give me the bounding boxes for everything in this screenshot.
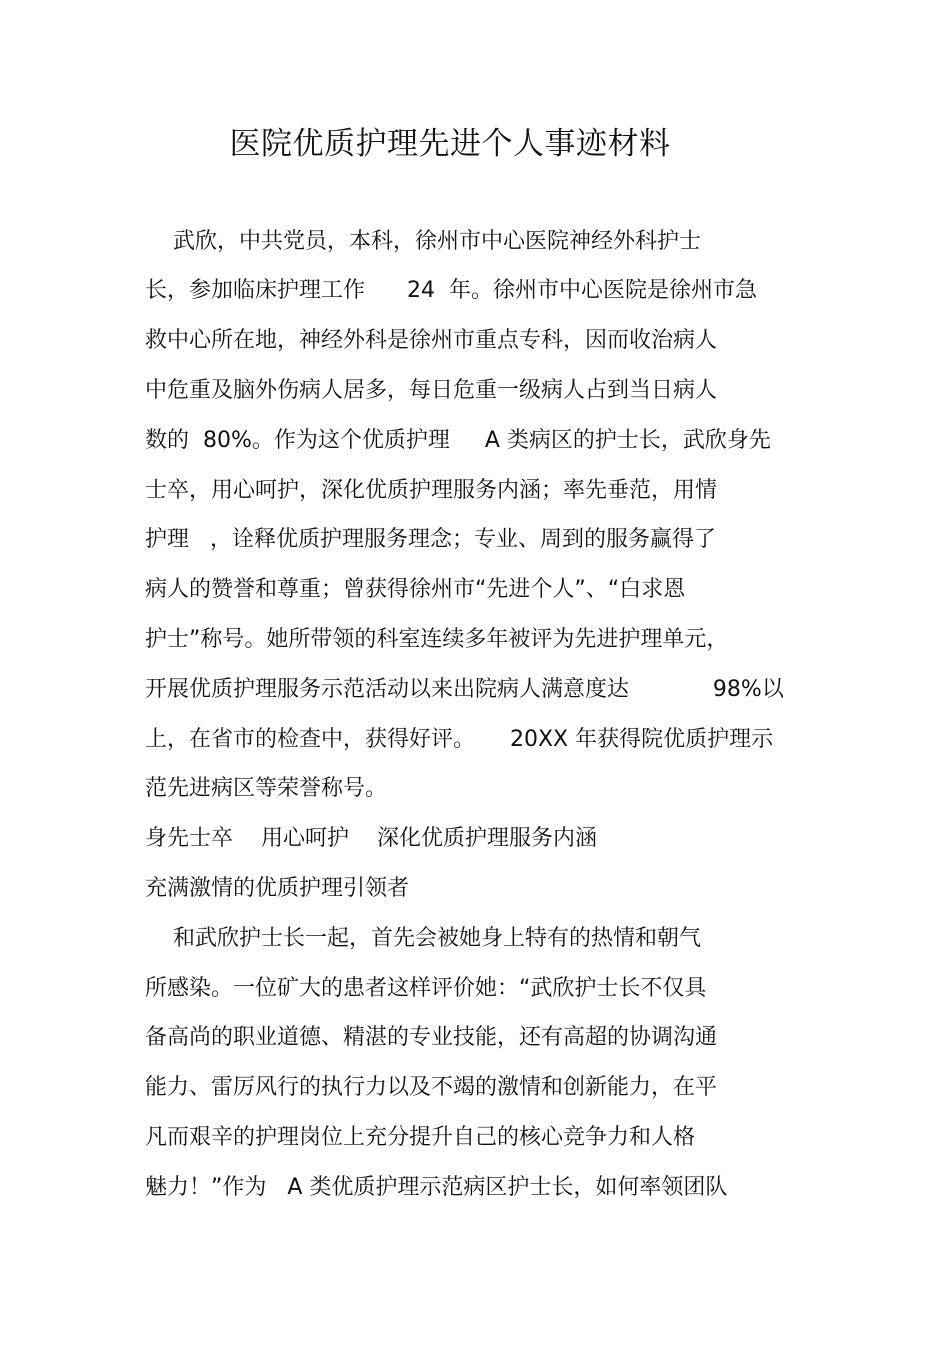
- paragraph-line-15: 备高尚的职业道德、精湛的专业技能，还有高超的协调沟通: [145, 1025, 718, 1050]
- paragraph-line-14: 所感染。一位矿大的患者这样评价她：“武欣护士长不仅具: [145, 976, 707, 1001]
- paragraph-line-16: 能力、雷厉风行的执行力以及不竭的激情和创新能力，在平: [145, 1075, 718, 1100]
- paragraph-line-13: 和武欣护士长一起，首先会被她身上特有的热情和朝气: [145, 926, 701, 951]
- section-heading-line-2: 充满激情的优质护理引领者: [145, 876, 410, 901]
- paragraph-line-6: 士卒，用心呵护，深化优质护理服务内涵；率先垂范，用情: [145, 478, 718, 503]
- paragraph-line-17: 凡而艰辛的护理岗位上充分提升自己的核心竞争力和人格: [145, 1125, 696, 1150]
- paragraph-line-3: 救中心所在地，神经外科是徐州市重点专科，因而收治病人: [145, 328, 718, 353]
- paragraph-line-18: 魅力！”作为 A 类优质护理示范病区护士长，如何率领团队: [145, 1175, 728, 1200]
- paragraph-line-11: 上，在省市的检查中，获得好评。 20XX 年获得院优质护理示: [145, 727, 774, 752]
- paragraph-line-10: 开展优质护理服务示范活动以来出院病人满意度达 98%以: [145, 677, 784, 702]
- paragraph-line-1: 武欣，中共党员，本科，徐州市中心医院神经外科护士: [145, 229, 701, 254]
- paragraph-line-2: 长，参加临床护理工作 24 年。徐州市中心医院是徐州市急: [145, 278, 757, 303]
- paragraph-line-5: 数的 80%。作为这个优质护理 A 类病区的护士长，武欣身先: [145, 428, 771, 453]
- document-title: 医院优质护理先进个人事迹材料: [229, 126, 671, 162]
- paragraph-line-8: 病人的赞誉和尊重；曾获得徐州市“先进个人”、“白求恩: [145, 577, 686, 602]
- section-heading-line-1: 身先士卒 用心呵护 深化优质护理服务内涵: [145, 826, 597, 851]
- paragraph-line-12: 范先进病区等荣誉称号。: [145, 776, 388, 801]
- paragraph-line-9: 护士”称号。她所带领的科室连续多年被评为先进护理单元，: [145, 627, 729, 652]
- paragraph-line-4: 中危重及脑外伤病人居多，每日危重一级病人占到当日病人: [145, 378, 718, 403]
- paragraph-line-7: 护理 ，诠释优质护理服务理念；专业、周到的服务赢得了: [145, 527, 716, 552]
